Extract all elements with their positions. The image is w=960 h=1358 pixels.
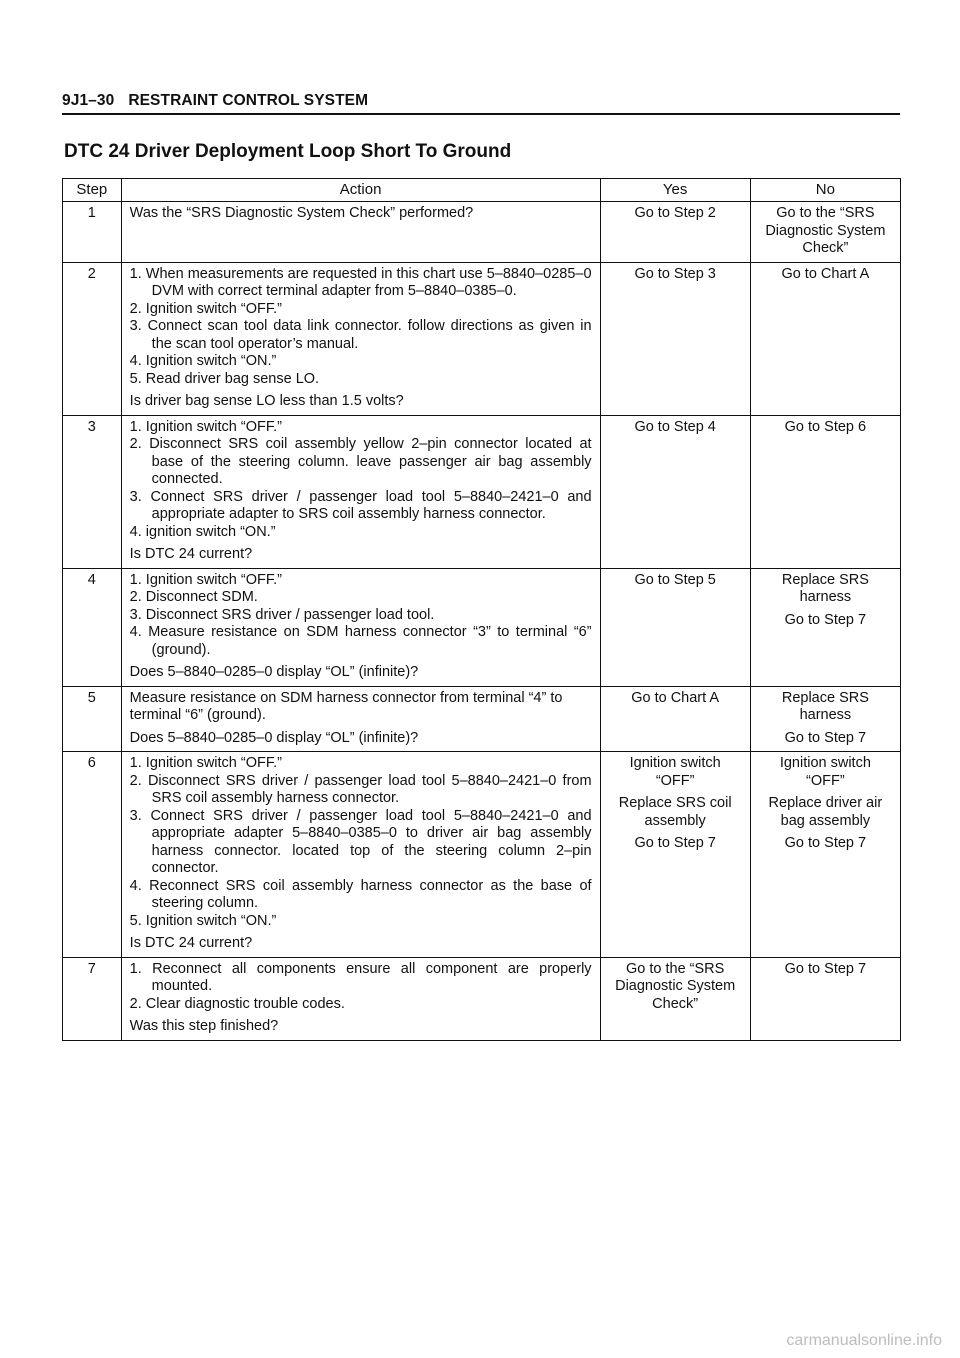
table-row (63, 752, 901, 958)
action-cell (121, 686, 600, 752)
no-line: Replace driver air bag assembly (768, 795, 883, 829)
step-number: 3 (63, 415, 122, 568)
action-item: 1. When measurements are requested in this chart use 5–8840–0285–0 DVM with correct terminal adapter from 5–8840–0385–0. (129, 265, 592, 299)
column-header-yes: Yes (600, 179, 750, 202)
action-item: 4. Ignition switch “ON.” (129, 353, 277, 369)
diagnostic-table (62, 178, 901, 1041)
action-text: Was the “SRS Diagnostic System Check” performed? (129, 205, 474, 221)
yes-cell (600, 202, 750, 263)
action-cell (121, 262, 600, 415)
table-row (63, 262, 901, 415)
no-line: Ignition switch “OFF” (779, 755, 871, 789)
action-item: 2. Disconnect SRS coil assembly yellow 2–pin connector located at base of the steering column. leave passenger air bag assembly connected. (129, 436, 592, 487)
action-question: Is DTC 24 current? (129, 935, 253, 951)
no-line: Go to Step 7 (784, 960, 867, 977)
action-item: 3. Connect SRS driver / passenger load tool 5–8840–2421–0 and appropriate adapter to SRS coil assembly harness connector. (129, 488, 592, 522)
action-question: Was this step finished? (129, 1018, 279, 1034)
action-item: 5. Ignition switch “ON.” (129, 912, 277, 929)
column-header-action: Action (121, 179, 600, 202)
yes-line: Go to Step 5 (634, 571, 716, 588)
action-item: 1. Ignition switch “OFF.” (129, 418, 282, 435)
yes-line: Go to Chart A (631, 689, 720, 706)
action-question: Is DTC 24 current? (129, 546, 253, 562)
no-cell (750, 415, 900, 568)
no-line: Go to Step 7 (784, 729, 867, 746)
action-cell (121, 568, 600, 686)
action-item: 1. Ignition switch “OFF.” (129, 755, 282, 771)
action-question: Does 5–8840–0285–0 display “OL” (infinite)? (129, 729, 419, 746)
watermark: carmanualsonline.info (786, 1332, 942, 1349)
yes-cell (600, 262, 750, 415)
action-cell (121, 415, 600, 568)
action-item: 1. Reconnect all components ensure all component are properly mounted. (129, 960, 592, 994)
action-item: 2. Disconnect SRS driver / passenger load tool 5–8840–2421–0 from SRS coil assembly harness connector. (129, 772, 592, 806)
step-number: 2 (63, 262, 122, 415)
step-number: 6 (63, 752, 122, 958)
no-line: Go to Step 7 (784, 835, 867, 851)
yes-line: Go to Step 4 (634, 418, 716, 435)
action-item: 3. Connect SRS driver / passenger load tool 5–8840–2421–0 and appropriate adapter 5–8840–0385–0 to driver air bag assembly harness connector. located top of the steering column 2–pin connector. (129, 807, 592, 876)
no-line: Go to Step 7 (784, 611, 867, 628)
table-row (63, 202, 901, 263)
action-cell (121, 752, 600, 958)
no-line: Go to Chart A (781, 265, 870, 282)
table-row (63, 686, 901, 752)
action-cell (121, 202, 600, 263)
action-item: 3. Disconnect SRS driver / passenger load tool. (129, 606, 435, 623)
no-cell (750, 957, 900, 1040)
chart-title: DTC 24 Driver Deployment Loop Short To Ground (64, 141, 512, 162)
action-question: Does 5–8840–0285–0 display “OL” (infinite)? (129, 664, 419, 680)
yes-cell (600, 415, 750, 568)
table-row (63, 568, 901, 686)
action-item: 3. Connect scan tool data link connector. follow directions as given in the scan tool operator’s manual. (129, 318, 592, 352)
yes-line: Go to Step 3 (634, 265, 716, 282)
action-item: 4. Reconnect SRS coil assembly harness connector as the base of steering column. (129, 877, 592, 911)
yes-cell (600, 752, 750, 958)
table-header-row (63, 179, 901, 202)
yes-line: Go to the “SRS Diagnostic System Check” (615, 960, 736, 1012)
step-number: 5 (63, 686, 122, 752)
yes-line: Replace SRS coil assembly (618, 795, 732, 829)
action-item: 2. Clear diagnostic trouble codes. (129, 995, 345, 1012)
column-header-step: Step (63, 179, 122, 202)
no-cell (750, 686, 900, 752)
yes-cell (600, 686, 750, 752)
no-line: Replace SRS harness (781, 571, 869, 605)
action-item: 5. Read driver bag sense LO. (129, 370, 320, 387)
no-cell (750, 752, 900, 958)
no-line: Go to the “SRS Diagnostic System Check” (765, 205, 886, 256)
no-cell (750, 202, 900, 263)
action-item: 2. Disconnect SDM. (129, 589, 258, 605)
no-cell (750, 568, 900, 686)
no-line: Go to Step 6 (784, 418, 867, 435)
no-cell (750, 262, 900, 415)
page-id: 9J1–30 (62, 92, 115, 109)
action-question: Is driver bag sense LO less than 1.5 volts? (129, 393, 404, 409)
yes-line: Ignition switch “OFF” (629, 755, 721, 789)
yes-cell (600, 568, 750, 686)
step-number: 7 (63, 957, 122, 1040)
no-line: Replace SRS harness (781, 689, 869, 723)
yes-line: Go to Step 7 (634, 835, 716, 851)
column-header-no: No (750, 179, 900, 202)
page-header (62, 92, 900, 115)
action-cell (121, 957, 600, 1040)
action-item: 1. Ignition switch “OFF.” (129, 571, 282, 588)
table-row (63, 957, 901, 1040)
step-number: 1 (63, 202, 122, 263)
action-item: 4. Measure resistance on SDM harness connector “3” to terminal “6” (ground). (129, 624, 592, 658)
yes-line: Go to Step 2 (634, 205, 716, 221)
step-number: 4 (63, 568, 122, 686)
action-text: Measure resistance on SDM harness connector from terminal “4” to terminal “6” (ground). (129, 689, 563, 723)
action-item: 4. ignition switch “ON.” (129, 523, 276, 540)
action-item: 2. Ignition switch “OFF.” (129, 300, 282, 317)
yes-cell (600, 957, 750, 1040)
table-row (63, 415, 901, 568)
section-title: RESTRAINT CONTROL SYSTEM (128, 92, 369, 109)
